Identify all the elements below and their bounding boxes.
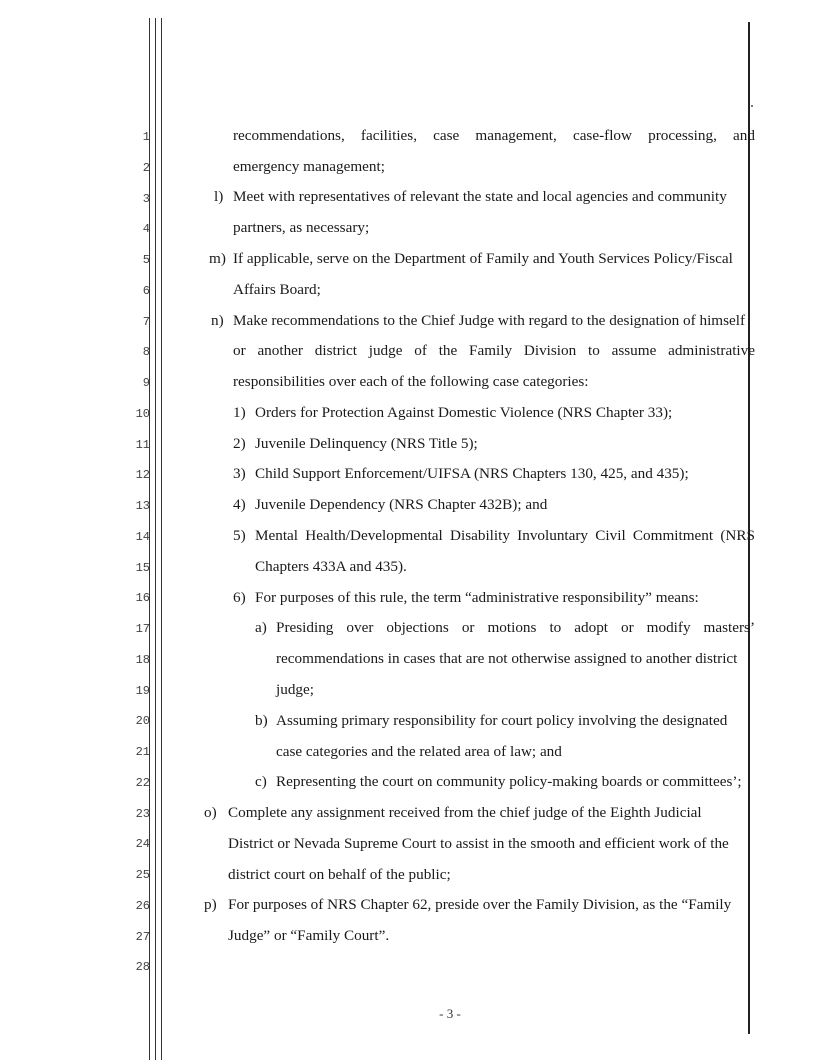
line-number: 22 (135, 775, 150, 790)
line-number: 11 (135, 437, 150, 452)
text-line-12: Child Support Enforcement/UIFSA (NRS Chapters 130, 425, and 435); (255, 465, 689, 482)
item-label-o: o) (204, 804, 217, 821)
line-number: 26 (135, 898, 150, 913)
text-line-19: judge; (276, 681, 314, 698)
line-number: 4 (142, 222, 150, 237)
sub-item-label-1: 1) (233, 404, 246, 421)
text-line-15: Chapters 433A and 435). (255, 558, 407, 575)
line-number: 24 (135, 837, 150, 852)
word: the (438, 342, 458, 359)
word: to (549, 619, 562, 636)
line-number: 1 (142, 130, 150, 144)
text-line-21: case categories and the related area of law; and (276, 743, 562, 760)
word: Disability (450, 527, 510, 544)
text-line-6: Affairs Board; (233, 281, 321, 298)
word: Health/Developmental (305, 527, 443, 544)
word: administrative (668, 342, 755, 359)
sub-sub-item-label-a: a) (255, 619, 267, 636)
word: motions (487, 619, 537, 636)
left-margin-rule-middle (155, 18, 156, 1060)
text-line-10: Orders for Protection Against Domestic Violence (NRS Chapter 33); (255, 404, 673, 421)
text-line-5: If applicable, serve on the Department of Family and Youth Services Policy/Fiscal (233, 250, 733, 267)
text-line-1 (233, 128, 755, 143)
line-number: 12 (135, 468, 150, 483)
item-label-n: n) (211, 312, 224, 329)
line-number: 14 (135, 529, 150, 544)
text-line-11: Juvenile Delinquency (NRS Title 5); (255, 435, 478, 452)
line-number: 17 (135, 622, 150, 636)
word: case-flow (572, 127, 632, 144)
sub-sub-item-label-b: b) (255, 712, 268, 729)
text-line-2: emergency management; (233, 158, 385, 175)
word: Civil (595, 527, 626, 544)
line-number: 19 (135, 683, 150, 698)
word: objections (386, 619, 449, 636)
word: another (257, 342, 303, 359)
line-number: 23 (135, 806, 150, 821)
sub-item-label-3: 3) (233, 465, 246, 482)
scan-speck (751, 105, 753, 107)
word: of (414, 342, 427, 359)
line-number: 8 (142, 345, 150, 360)
line-number: 6 (142, 283, 150, 298)
line-number: 27 (135, 929, 150, 944)
word: adopt (574, 619, 609, 636)
text-line-7: Make recommendations to the Chief Judge with regard to the designation of himself (233, 312, 746, 329)
word: masters’ (703, 619, 755, 636)
line-number: 7 (142, 314, 150, 329)
word: Involuntary (517, 527, 589, 544)
text-line-17 (276, 620, 755, 635)
item-label-m: m) (209, 250, 226, 267)
line-number: 2 (142, 160, 150, 175)
item-label-l: l) (214, 188, 224, 205)
text-line-20: Assuming primary responsibility for court policy involving the designated (276, 712, 728, 729)
text-line-24: District or Nevada Supreme Court to assist in the smooth and efficient work of the (228, 835, 729, 852)
text-line-16: For purposes of this rule, the term “administrative responsibility” means: (255, 589, 699, 606)
sub-item-label-5: 5) (233, 527, 246, 544)
word: Commitment (632, 527, 714, 544)
word: (NRS (720, 527, 755, 544)
text-line-26: For purposes of NRS Chapter 62, preside over the Family Division, as the “Family (228, 896, 732, 913)
word: Mental (255, 527, 299, 544)
line-number: 18 (135, 652, 150, 667)
line-number: 25 (135, 868, 150, 882)
text-line-27: Judge” or “Family Court”. (228, 927, 390, 944)
left-margin-rule-inner (161, 18, 162, 1060)
line-number: 21 (135, 745, 150, 759)
text-line-18: recommendations in cases that are not otherwise assigned to another district (276, 650, 738, 667)
word: recommendations, (233, 127, 345, 144)
text-line-3: Meet with representatives of relevant the state and local agencies and community (233, 188, 727, 205)
line-number: 15 (135, 560, 150, 575)
page-number: - 3 - (439, 1006, 461, 1021)
item-label-p: p) (204, 896, 217, 913)
word: Division (523, 342, 577, 359)
sub-item-label-4: 4) (233, 496, 246, 513)
word: case (433, 127, 460, 144)
line-number: 20 (135, 714, 150, 729)
line-number: 16 (135, 591, 150, 606)
text-line-4: partners, as necessary; (233, 219, 370, 236)
word: and (733, 127, 755, 144)
line-number: 28 (135, 960, 150, 975)
word: judge (368, 342, 403, 359)
word: modify (646, 619, 691, 636)
word: assume (611, 342, 657, 359)
text-line-8 (233, 343, 755, 358)
word: management, (475, 127, 557, 144)
word: processing, (648, 127, 717, 144)
text-line-25: district court on behalf of the public; (228, 866, 451, 883)
word: facilities, (360, 127, 417, 144)
word: over (346, 619, 374, 636)
text-line-22: Representing the court on community policy-making boards or committees’; (276, 773, 742, 790)
sub-sub-item-label-c: c) (255, 773, 267, 790)
text-line-23: Complete any assignment received from the chief judge of the Eighth Judicial (228, 804, 702, 821)
word: or (621, 619, 634, 636)
line-number: 13 (135, 499, 150, 513)
line-number: 5 (142, 253, 150, 267)
word: district (314, 342, 357, 359)
line-number: 10 (135, 406, 150, 421)
text-line-14 (255, 528, 755, 543)
word: Presiding (276, 619, 334, 636)
line-number: 9 (142, 376, 150, 390)
line-number: 3 (142, 191, 150, 206)
word: to (587, 342, 600, 359)
sub-item-label-6: 6) (233, 589, 246, 606)
word: or (233, 342, 246, 359)
text-line-13: Juvenile Dependency (NRS Chapter 432B); and (255, 496, 548, 513)
word: Family (469, 342, 513, 359)
sub-item-label-2: 2) (233, 435, 246, 452)
text-line-9: responsibilities over each of the following case categories: (233, 373, 589, 390)
word: or (461, 619, 475, 636)
